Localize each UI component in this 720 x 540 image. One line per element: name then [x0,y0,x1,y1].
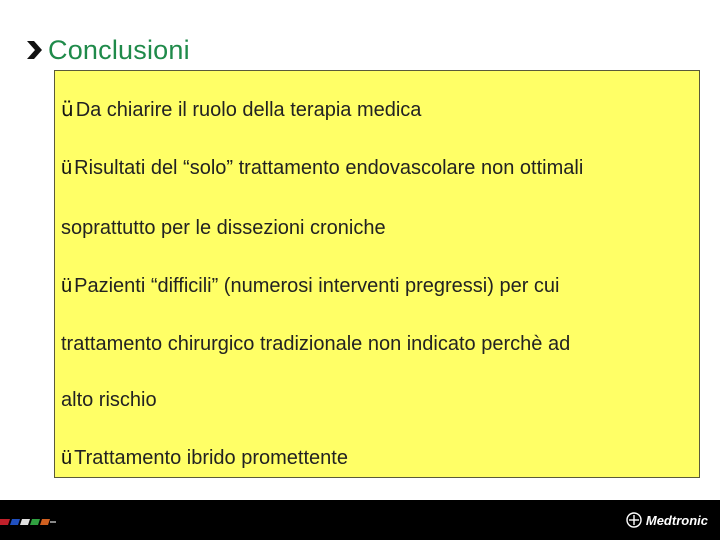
bullet-4-line-1: ü Trattamento ibrido promettente [61,447,348,469]
check-icon: ü [61,157,73,179]
medtronic-logo-icon [626,512,642,528]
conclusions-box [54,70,700,478]
footer-bar [0,500,720,540]
brand-name: Medtronic [645,512,708,528]
bullet-3-line-2: trattamento chirurgico tradizionale non indicato perchè ad [61,333,571,355]
bullet-1-line-1: ü Da chiarire il ruolo della terapia medica [61,97,422,121]
medtronic-brand [626,512,708,528]
check-icon: ü [61,447,73,469]
bullet-2-line-2: soprattutto per le dissezioni croniche [61,217,386,239]
bullet-3-line-3: alto rischio [61,389,157,411]
bullet-3-line-1: ü Pazienti “difficili” (numerosi interventi pregressi) per cui [61,275,560,297]
check-icon: ü [61,97,74,121]
color-stripe-logo-icon [0,516,56,528]
title-row [24,30,190,70]
check-icon: ü [61,275,73,297]
chevron-right-icon [24,39,44,61]
slide-title: Conclusioni [48,34,190,65]
bullet-2-line-1: ü Risultati del “solo” trattamento endovascolare non ottimali [61,157,584,179]
